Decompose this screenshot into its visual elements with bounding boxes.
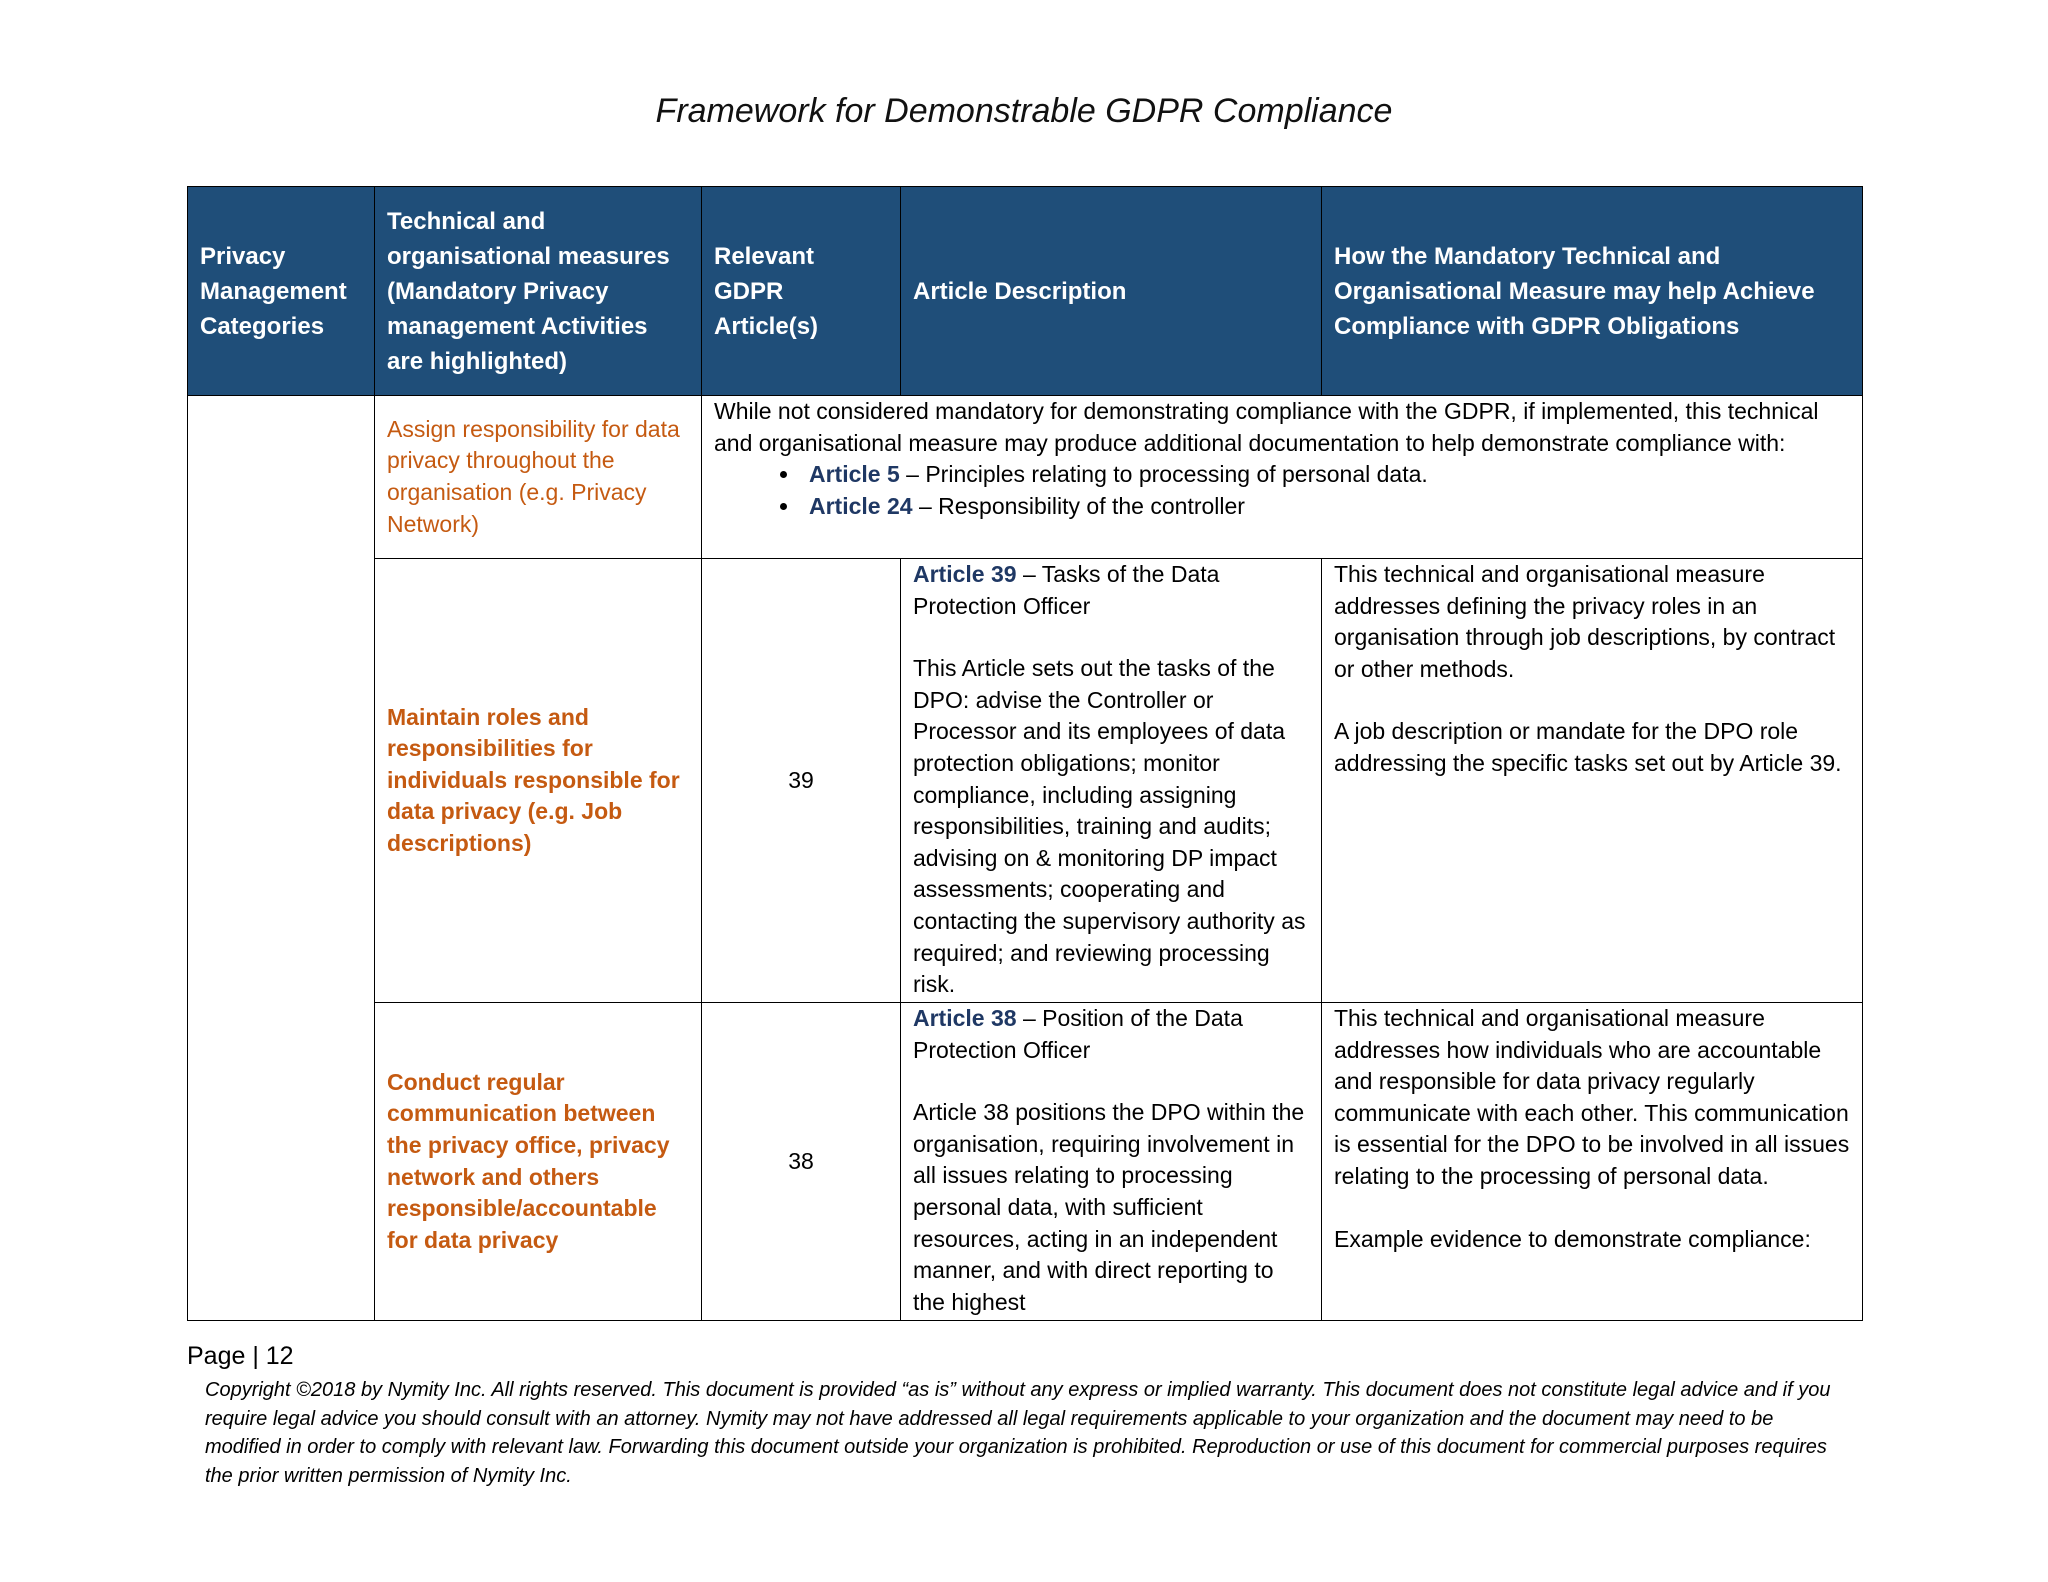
category-cell — [188, 396, 375, 1321]
table-row — [188, 396, 1863, 559]
article-text: – Responsibility of the controller — [912, 492, 1245, 519]
header-how-achieve-compliance: How the Mandatory Technical and Organisational Measure may help Achieve Compliance with GDPR Obligations — [1322, 187, 1863, 396]
article-heading — [913, 1003, 1309, 1066]
compliance-paragraph: This technical and organisational measure addresses how individuals who are accountable and responsible for data privacy regularly communicate with each other. This communication is essential for the DPO to be involved in all issues relating to the processing of personal data. — [1334, 1005, 1850, 1189]
article-reference: Article 38 — [913, 1005, 1017, 1031]
compliance-paragraph: This technical and organisational measure addresses defining the privacy roles in an organisation through job descriptions, by contract or other methods. — [1334, 561, 1836, 682]
table-row — [188, 1003, 1863, 1321]
measure-cell: Conduct regular communication between the privacy office, privacy network and others responsible/accountable for data privacy — [375, 1003, 702, 1321]
article-reference: Article 39 — [913, 561, 1017, 587]
table-row — [188, 559, 1863, 1003]
compliance-paragraph: A job description or mandate for the DPO role addressing the specific tasks set out by Article 39. — [1334, 718, 1842, 776]
article-title: – Tasks of the Data Protection Officer — [913, 561, 1220, 619]
non-mandatory-note: While not considered mandatory for demonstrating compliance with the GDPR, if implemented, this technical and organisational measure may produce additional documentation to help demonstrate compliance with: — [714, 398, 1819, 456]
measure-cell: Assign responsibility for data privacy throughout the organisation (e.g. Privacy Network) — [375, 396, 702, 559]
compliance-help-cell — [1322, 1003, 1863, 1321]
article-reference: Article 24 — [809, 492, 913, 519]
document-title: Framework for Demonstrable GDPR Compliance — [655, 92, 1393, 130]
article-number-cell: 39 — [702, 559, 901, 1003]
article-title: – Position of the Data Protection Officer — [913, 1005, 1243, 1063]
gdpr-framework-table — [187, 186, 1863, 1321]
article-number-cell: 38 — [702, 1003, 901, 1321]
article-reference: Article 5 — [809, 461, 900, 488]
list-item — [801, 459, 1850, 491]
article-description-cell — [901, 559, 1322, 1003]
article-list — [714, 459, 1850, 522]
header-article-description: Article Description — [901, 187, 1322, 396]
table-header-row — [188, 187, 1863, 396]
compliance-help-cell — [1322, 559, 1863, 1003]
non-mandatory-note-cell — [702, 396, 1863, 559]
article-text: – Principles relating to processing of personal data. — [899, 461, 1428, 488]
copyright-notice: Copyright ©2018 by Nymity Inc. All rights reserved. This document is provided “as is” without any express or implied warranty. This document does not constitute legal advice and if you require legal advice you should consult with an attorney. Nymity may not have addressed all legal requirements applicable to your organization and the document may need to be modified in order to comply with relevant law. Forwarding this document outside your organization is prohibited. Reproduction or use of this document for commercial purposes requires the prior written permission of Nymity Inc. — [205, 1379, 1831, 1487]
header-measures: Technical and organisational measures (Mandatory Privacy management Activities are highlighted) — [375, 187, 702, 396]
article-description-cell — [901, 1003, 1322, 1321]
compliance-paragraph: Example evidence to demonstrate compliance: — [1334, 1225, 1811, 1252]
article-heading — [913, 559, 1309, 622]
article-body: Article 38 positions the DPO within the organisation, requiring involvement in all issues relating to processing personal data, with sufficient resources, acting in an independent manner, and with direct reporting to the highest — [913, 1099, 1305, 1315]
header-gdpr-articles: Relevant GDPR Article(s) — [702, 187, 901, 396]
measure-cell: Maintain roles and responsibilities for individuals responsible for data privacy (e.g. Job descriptions) — [375, 559, 702, 1003]
header-privacy-categories: Privacy Management Categories — [188, 187, 375, 396]
page-number: Page | 12 — [187, 1342, 294, 1370]
article-body: This Article sets out the tasks of the DPO: advise the Controller or Processor and its employees of data protection obligations; monitor compliance, including assigning responsibilities, training and audits; advising on & monitoring DP impact assessments; cooperating and contacting the supervisory authority as required; and reviewing processing risk. — [913, 655, 1306, 998]
list-item — [801, 491, 1850, 523]
